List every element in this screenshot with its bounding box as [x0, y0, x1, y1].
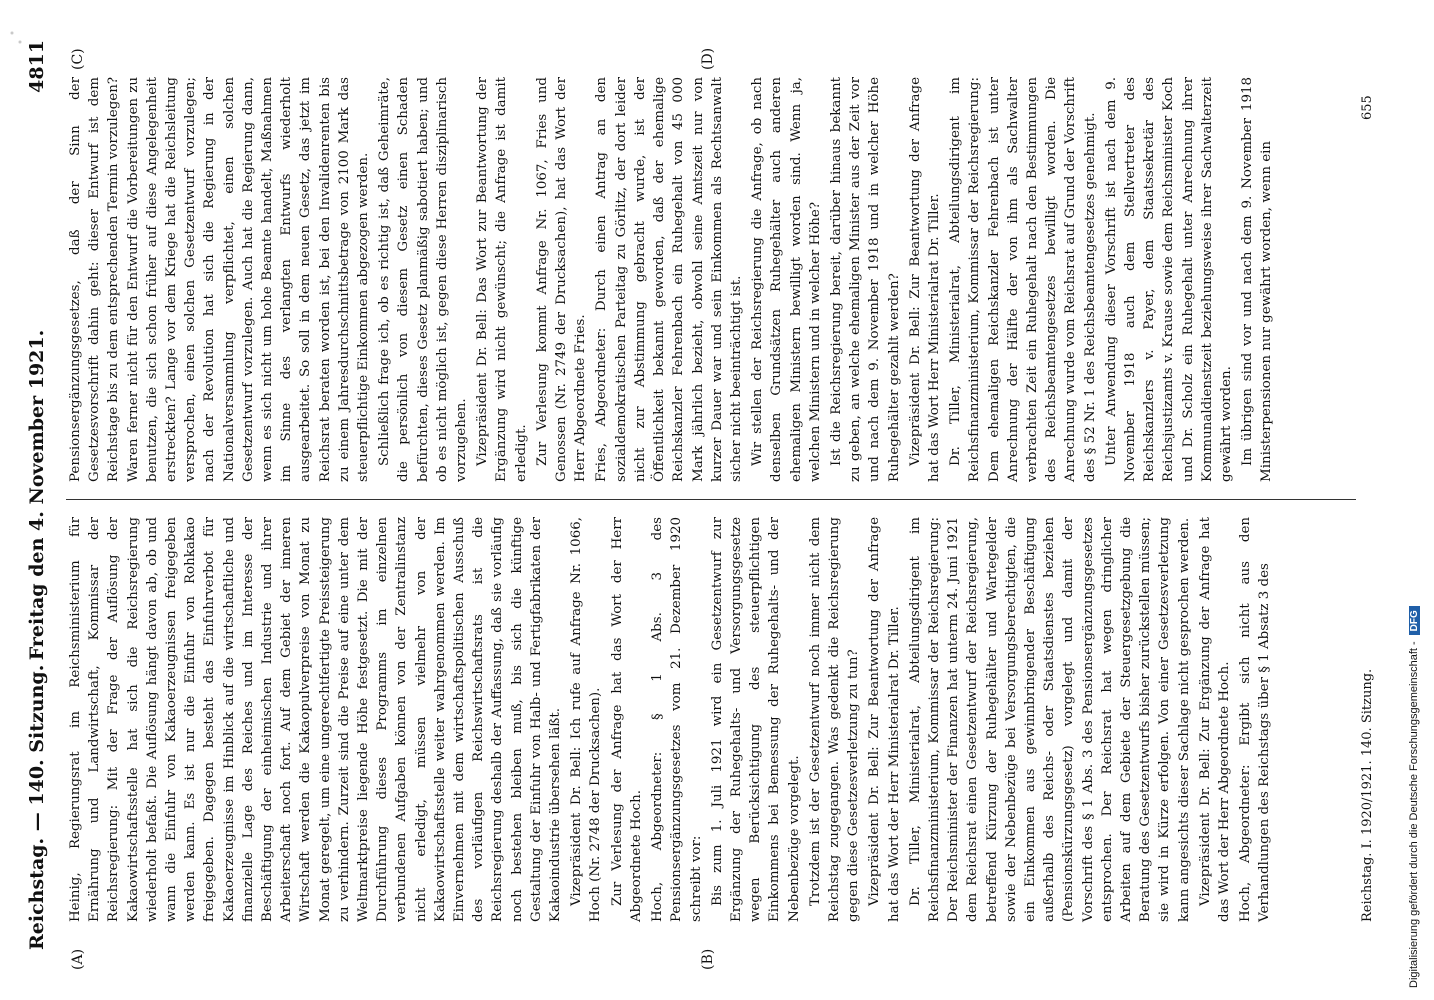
- paragraph: Fries, Abgeordneter: Durch einen Antrag an den sozialdemokratischen Parteitag zu Görlitz, der dort leider nicht zur Abstimmung gebracht wurde, ist der Öffentlichkeit bekannt geworden, daß der ehemalige Reichskanzler Fehrenbach ein Ruhegehalt von 45 000 Mark jährlich bezieht, obwohl seine Amtszeit nur von kurzer Dauer war und sein Einkommen als Rechtsanwalt sicher nicht beeinträchtigt ist.: [594, 77, 744, 482]
- paragraph: Hoch, Abgeordneter: § 1 Abs. 3 des Pensionsergänzungsgesetzes vom 21. Dezember 1920 schreibt vor:: [650, 517, 704, 922]
- right-column: [66, 77, 1279, 482]
- margin-letter-c: (C): [70, 48, 86, 70]
- margin-letter-d: (D): [700, 47, 716, 70]
- header-center: Freitag den 4. November 1921.: [26, 329, 48, 661]
- paragraph: Schließlich frage ich, ob es richtig ist, daß Geheimräte, die persönlich von diesem Gesetz einen Schaden befürchten, dieses Gesetz planmäßig sabotiert haben; und ob es nicht möglich ist, gegen diese Herren disziplinarisch vorzugehen.: [377, 77, 470, 482]
- footer-page-code: 655: [1360, 95, 1375, 120]
- paragraph: Vizepräsident Dr. Bell: Zur Beantwortung der Anfrage hat das Wort Herr Ministerialrat Dr. Tiller.: [907, 77, 942, 482]
- paragraph: Ist die Reichsregierung bereit, darüber hinaus bekannt zu geben, an welche ehemaligen Minister aus der Zeit vor und nach dem 9. November 1918 und in welcher Höhe Ruhegehälter gezahlt werden?: [828, 77, 902, 482]
- paragraph: Bis zum 1. Juli 1921 wird ein Gesetzentwurf zur Ergänzung der Ruhegehalts- und Versorgungsgesetze wegen Berücksichtigung des steuerpflichtigen Einkommens bei Bemessung der Ruhegehalts- und der Nebenbezüge vorgelegt.: [709, 517, 802, 922]
- dfg-logo: DFG: [1409, 606, 1420, 635]
- paragraph: Zur Verlesung der Anfrage hat das Wort der Herr Abgeordnete Hoch.: [609, 517, 644, 922]
- paragraph: Wir stellen der Reichsregierung die Anfrage, ob nach denselben Grundsätzen Ruhegehälter auch anderen ehemaligen Ministern bewilligt worden sind. Wenn ja, welchen Ministern und in welcher Höhe?: [750, 77, 823, 482]
- margin-letter-b: (B): [700, 948, 716, 970]
- paragraph: Vizepräsident Dr. Bell: Zur Ergänzung der Anfrage hat das Wort der Herr Abgeordnete Hoch.: [1197, 517, 1232, 922]
- paragraph: Heinig, Regierungsrat im Reichsministerium für Ernährung und Landwirtschaft, Kommissar der Reichsregierung: Mit der Frage der Auflösung der Kakaowirtschaftsstelle hat sich die Reichsregierung wiederholt befaßt. Die Auflösung hängt davon ab, ob und wann die Einfuhr von Kakaoerzeugnissen freigegeben werden kann. Es ist nur die Einfuhr von Rohkakao freigegeben. Dagegen besteht das Einfuhrverbot für Kakaoerzeugnisse im Hinblick auf die wirtschaftliche und finanzielle Lage des Reiches und im Interesse der Beschäftigung der einheimischen Industrie und ihrer Arbeiterschaft noch fort. Auf dem Gebiet der inneren Wirtschaft werden die Kakaopulverpreise von Monat zu Monat geregelt, um eine ungerechtfertigte Preissteigerung zu verhindern. Zurzeit sind die Preise auf eine unter dem Weltmarktpreise liegende Höhe festgesetzt. Die mit der Durchführung dieses Programms im einzelnen verbundenen Aufgaben können von der Zentralinstanz nicht erledigt, müssen vielmehr von der Kakaowirtschaftsstelle weiter wahrgenommen werden. Im Einvernehmen mit dem wirtschaftspolitischen Ausschuß des vorläufigen Reichswirtschaftsrats ist die Reichsregierung deshalb der Auffassung, daß sie vorläufig noch bestehen bleiben muß, bis sich die künftige Gestaltung der Einfuhr von Halb- und Fertigfabrikaten der Kakaoindustrie übersehen läßt.: [68, 517, 564, 922]
- left-column: [66, 517, 1277, 922]
- header-left: Reichstag. — 140. Sitzung.: [26, 664, 48, 950]
- paragraph: Vizepräsident Dr. Bell: Das Wort zur Beantwortung der Ergänzung wird nicht gewünscht; die Anfrage ist damit erledigt.: [475, 77, 529, 482]
- footer-left: Reichstag. I. 1920/1921. 140. Sitzung.: [1360, 668, 1375, 922]
- digitization-stamp: [1408, 8, 1428, 988]
- paragraph: Trotzdem ist der Gesetzentwurf noch immer nicht dem Reichstag zugegangen. Was gedenkt die Reichsregierung gegen diese Gesetzesverletzung zu tun?: [807, 517, 862, 922]
- paragraph: Unter Anwendung dieser Vorschrift ist nach dem 9. November 1918 auch dem Stellvertreter des Reichskanzlers v. Payer, dem Staatssekretär des Reichsjustizamts v. Krause sowie dem Reichsminister Koch und Dr. Scholz ein Ruhegehalt unter Anrechnung ihrer Kommunaldienstzeit beziehungsweise ihrer Sachwalterzeit gewährt worden.: [1103, 77, 1234, 482]
- margin-letter-a: (A): [70, 948, 86, 970]
- page-header: [26, 40, 56, 950]
- page-number: 4811: [26, 40, 48, 93]
- paragraph: Im übrigen sind vor und nach dem 9. November 1918 Ministerpensionen nur gewährt worden, wenn ein: [1240, 77, 1275, 482]
- stamp-caption: Digitalisierung gefördert durch die Deutsche Forschungsgemeinschaft -: [1408, 641, 1420, 988]
- paragraph: Zur Verlesung kommt Anfrage Nr. 1067, Fries und Genossen (Nr. 2749 der Drucksachen), hat das Wort der Herr Abgeordnete Fries.: [534, 77, 589, 482]
- stamp-text: [1408, 8, 1428, 988]
- paragraph: Vizepräsident Dr. Bell: Ich rufe auf Anfrage Nr. 1066, Hoch (Nr. 2748 der Drucksachen).: [569, 517, 604, 922]
- paragraph: Pensionsergänzungsgesetzes, daß der Sinn der Gesetzesvorschrift dahin geht: dieser Entwurf ist dem Reichstage bis zu dem entsprechenden Termin vorzulegen? Waren ferner nicht für den Entwurf die Vorbereitungen zu benutzen, die sich schon früher auf diese Angelegenheit erstreckten? Lange vor dem Kriege hat die Reichsleitung versprochen, einen solchen Gesetzentwurf vorzulegen; nach der Revolution hat sich die Regierung in der Nationalversammlung verpflichtet, einen solchen Gesetzentwurf vorzulegen. Auch hat die Regierung dann, wenn es sich nicht um hohe Beamte handelt, Maßnahmen im Sinne des verlangten Entwurfs wiederholt ausgearbeitet. So soll in dem neuen Gesetz, das jetzt im Reichsrat beraten worden ist, bei den Invalidenrenten bis zu einem Jahresdurchschnittsbetrage von 2100 Mark das steuerpflichtige Einkommen abgezogen werden.: [68, 77, 372, 482]
- paragraph: Hoch, Abgeordneter: Ergibt sich nicht aus den Verhandlungen des Reichstags über § 1 Absatz 3 des: [1238, 517, 1273, 922]
- paragraph: Vizepräsident Dr. Bell: Zur Beantwortung der Anfrage hat das Wort der Herr Ministerialrat Dr. Tiller.: [867, 517, 902, 922]
- paragraph: Dr. Tiller, Ministerialrat, Abteilungsdirigent im Reichsfinanzministerium, Kommissar der Reichsregierung: Dem ehemaligen Reichskanzler Fehrenbach ist unter Anrechnung der Hälfte der von ihm als Sachwalter verbrachten Zeit ein Ruhegehalt nach den Bestimmungen des Reichsbeamtengesetzes bewilligt worden. Die Anrechnung wurde vom Reichsrat auf Grund der Vorschrift des § 52 Nr. 1 des Reichsbeamtengesetzes genehmigt.: [948, 77, 1098, 482]
- column-divider: [66, 499, 1356, 500]
- paragraph: Dr. Tiller, Ministerialrat, Abteilungsdirigent im Reichsfinanzministerium, Kommissar der Reichsregierung: Der Reichsminister der Finanzen hat unterm 24. Juni 1921 dem Reichsrat einen Gesetzentwurf der Reichsregierung, betreffend Kürzung der Ruhegehälter und Wartegelder sowie der Nebenbezüge bei Versorgungsberechtigten, die ein Einkommen aus gewinnbringender Beschäftigung außerhalb des Reichs- oder Staatsdienstes beziehen (Pensionskürzungsgesetz) vorgelegt und damit der Vorschrift des § 1 Abs. 3 des Pensionsergänzungsgesetzes entsprochen. Der Reichsrat hat wegen dringlicher Arbeiten auf dem Gebiete der Steuergesetzgebung die Beratung des Gesetzentwurfs bisher zurückstellen müssen; sie wird in Kürze erfolgen. Von einer Gesetzesverletzung kann angesichts dieser Sachlage nicht gesprochen werden.: [907, 517, 1192, 922]
